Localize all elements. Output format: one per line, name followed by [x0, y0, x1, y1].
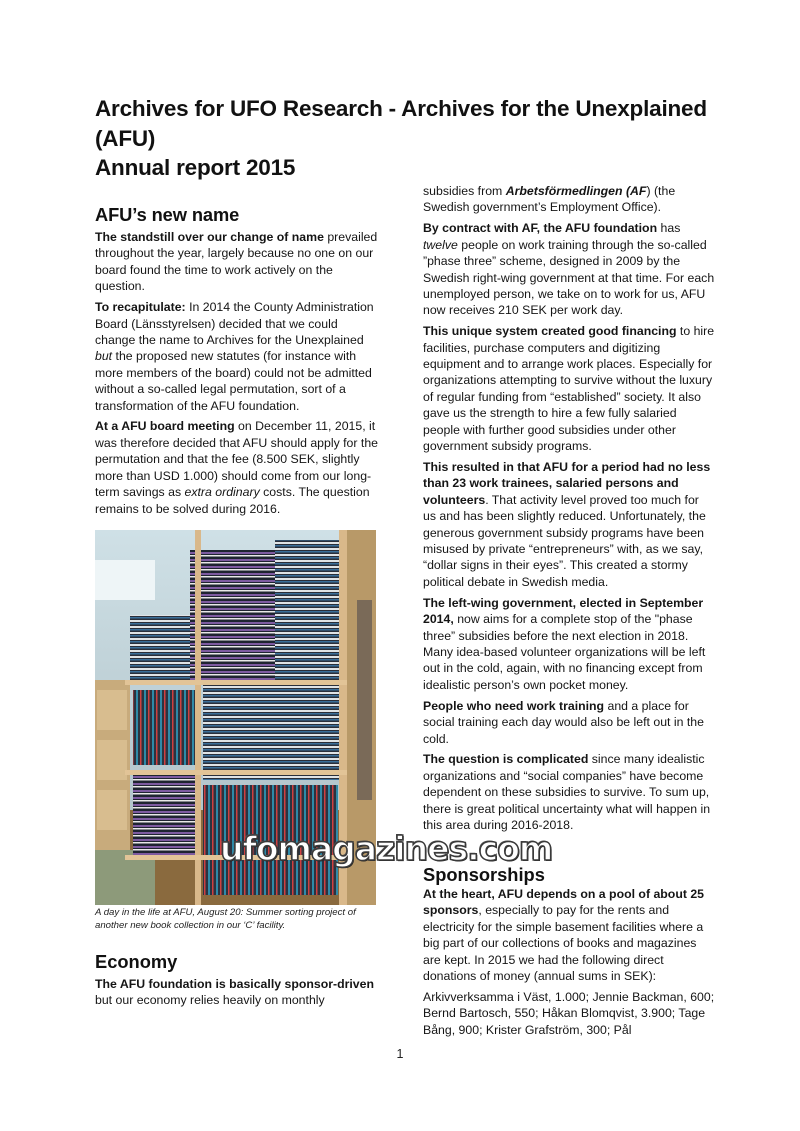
paragraph-text: people on work training through the so-called ”phase three” scheme, designed in 2009 by the Swedish right-wing government at that time. For each unemployed person, we take on to work for us, AFU now receives 210 SEK per work day. — [423, 237, 715, 318]
paragraph-work-training — [423, 698, 715, 747]
section-heading-economy: Economy — [95, 951, 178, 972]
title-line-2: (AFU) — [95, 125, 156, 151]
bold-lead: The left-wing government, elected in September 2014, — [423, 595, 704, 627]
title-line-3: Annual report 2015 — [95, 155, 296, 180]
paragraph-text: to hire facilities, purchase computers and digitizing equipment and to arrange work places. Especially for organizations attempting to survive without the luxury of regular funding from “established” society. It also gave us the strength to hire a few fully salaried people with further good subsidies under other government subsidy programs. — [423, 324, 715, 454]
paragraph-trainees — [423, 459, 715, 590]
bold-lead: To recapitulate: — [95, 300, 186, 315]
document-title — [95, 94, 715, 183]
paragraph-text: , especially to pay for the rents and electricity for the simple basement facilities where a big part of our collections of books and magazines are kept. In 2015 we had the following direct donations of money (annual sums in SEK): — [423, 903, 704, 984]
paragraph-text: ) (the Swedish government’s Employment Office). — [423, 184, 676, 215]
left-column — [95, 203, 380, 521]
page-number: 1 — [396, 1047, 404, 1061]
bold-lead: At the heart, AFU depends on a pool of about 25 sponsors — [423, 887, 705, 918]
paragraph-sponsors — [423, 886, 715, 984]
bold-lead: People who need work training — [423, 698, 605, 713]
paragraph-subsidies — [423, 183, 715, 216]
bold-lead: At a AFU board meeting — [95, 419, 235, 434]
right-column — [423, 183, 715, 838]
section-heading-sponsorships: Sponsorships — [423, 864, 545, 885]
paragraph-text: now aims for a complete stop of the "phase three” subsidies before the next election in 2018. Many idea-based volunteer organizations will be left out in the cold, again, with no financing except from idealistic person’s own pocket money. — [423, 612, 706, 692]
economy-section — [95, 950, 380, 1009]
italic-text: twelve — [423, 237, 458, 252]
paragraph-text: since many idealistic organizations and “social companies” have become dependent on these subsidies to survive. To sum up, there is great political uncertainty what will happen in this area during 2016-2018. — [423, 752, 711, 833]
paragraph-donations-list: Arkivverksamma i Väst, 1.000; Jennie Backman, 600; Bernd Bartosch, 550; Håkan Blomqvist, 3.900; Tage Bång, 900; Krister Grafström, 300; Pål — [423, 989, 715, 1037]
photo-caption: A day in the life at AFU, August 20: Summer sorting project of another new book collection in our ‘C’ facility. — [95, 907, 356, 932]
paragraph-text: prevailed throughout the year, largely because no one on our board found the time to work actively on the question. — [95, 230, 378, 294]
paragraph-text: on December 11, 2015, it was therefore decided that AFU should apply for the permutation and that the fee (8.500 SEK, slightly more than USD 1.000) should come from our long-term savings as — [95, 419, 378, 500]
paragraph-text: subsidies from — [423, 184, 506, 198]
bold-lead: This resulted in that AFU for a period had no less than 23 work trainees, salaried persons and volunteers — [423, 460, 711, 507]
paragraph-text: In 2014 the County Administration Board (Länsstyrelsen) decided that we could change the name to Archives for the Unexplained — [95, 300, 374, 347]
bold-lead: This unique system created good financing — [423, 324, 677, 339]
paragraph-economy — [95, 976, 380, 1009]
paragraph-text: . That activity level proved too much for us and has been slightly reduced. Unfortunately, the generous government subsidy programs have been misused by private “entrepreneurs” with, as we say, “dollar signs in their eyes”. This created a stormy political debate in Swedish media. — [423, 492, 706, 589]
paragraph-financing — [423, 323, 715, 454]
paragraph-text: but our economy relies heavily on monthly — [95, 993, 325, 1008]
paragraph-text: the proposed new statutes (for instance with more members of the board) could not be admitted without a so-called legal permutation, sort of a transformation of the AFU foundation. — [95, 349, 372, 413]
paragraph-text: costs. The question remains to be solved during 2016. — [95, 485, 370, 516]
paragraph-text: and a place for social training each day would also be left out in the cold. — [423, 698, 704, 746]
paragraph-board-meeting — [95, 418, 380, 516]
watermark: ufomagazines.com — [220, 829, 553, 868]
section-heading-new-name: AFU’s new name — [95, 204, 240, 225]
paragraph-standstill — [95, 229, 380, 295]
bold-lead: The AFU foundation is basically sponsor-driven — [95, 977, 374, 991]
bold-italic-text: Arbetsförmedlingen (AF — [505, 184, 647, 198]
paragraph-complicated — [423, 751, 715, 833]
italic-text: but — [95, 349, 113, 364]
bold-lead: By contract with AF, the AFU foundation — [423, 221, 658, 236]
bold-lead: The question is complicated — [423, 752, 589, 767]
bold-lead: The standstill over our change of name — [95, 230, 324, 244]
paragraph-left-wing — [423, 595, 715, 693]
italic-text: extra ordinary — [184, 485, 260, 500]
title-line-1: Archives for UFO Research - Archives for the Unexplained — [95, 96, 707, 121]
paragraph-text: has — [657, 221, 681, 236]
paragraph-contract — [423, 220, 715, 318]
sponsorships-section — [423, 886, 715, 1043]
paragraph-recapitulate — [95, 299, 380, 414]
